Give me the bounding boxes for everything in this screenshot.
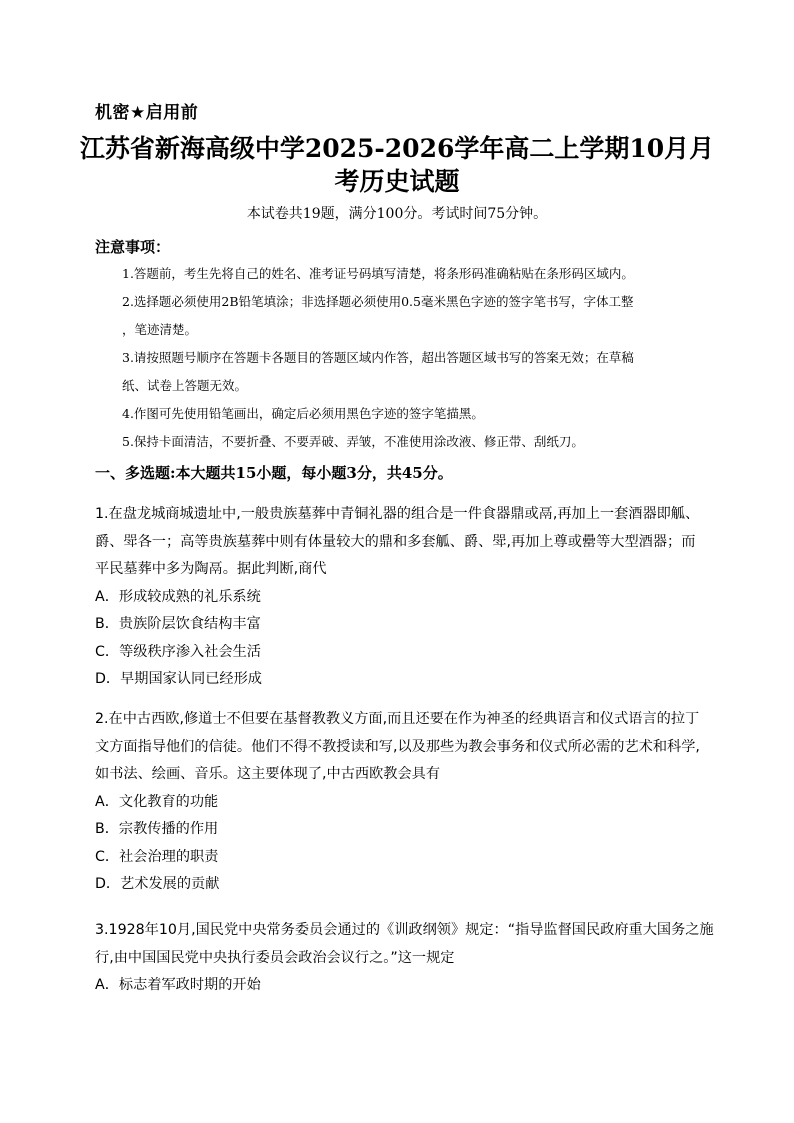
option-a: A．标志着军政时期的开始	[95, 977, 261, 993]
notice-item: 4.作图可先使用铅笔画出，确定后必须用黑色字迹的签字笔描黑。	[122, 406, 484, 421]
notice-heading: 注意事项：	[95, 238, 171, 256]
question-stem-line: 平民墓葬中多为陶鬲。据此判断,商代	[95, 561, 327, 577]
option-b: B．贵族阶层饮食结构丰富	[95, 616, 261, 632]
notice-list	[122, 260, 702, 456]
notice-item: 1.答题前，考生先将自己的姓名、准考证号码填写清楚，将条形码准确粘贴在条形码区域内。	[122, 266, 634, 281]
option-c: C．等级秩序渗入社会生活	[95, 643, 261, 660]
option-d: D．艺术发展的贡献	[95, 876, 220, 892]
exam-title-line1: 江苏省新海高级中学2025-2026学年高二上学期10月月	[79, 134, 715, 163]
option-d: D．早期国家认同已经形成	[95, 671, 262, 687]
confidential-label: 机密★启用前	[95, 103, 199, 123]
notice-item-continuation: ，笔迹清楚。	[122, 322, 198, 337]
question-stem-line: 2.在中古西欧,修道士不但要在基督教教义方面,而且还要在作为神圣的经典语言和仪式语言的拉丁	[95, 711, 700, 727]
question-3	[95, 917, 715, 1000]
exam-title-line2: 考历史试题	[334, 167, 460, 196]
option-a: A．文化教育的功能	[95, 793, 219, 810]
notice-item: 3.请按照题号顺序在答题卡各题目的答题区域内作答，超出答题区域书写的答案无效；在草稿	[122, 350, 634, 365]
question-stem-line: 行,由中国国民党中央执行委员会政治会议行之。”这一规定	[95, 949, 455, 966]
question-stem-line: 爵、斝各一；高等贵族墓葬中则有体量较大的鼎和多套觚、爵、斝,再加上尊或罍等大型酒器；而	[95, 533, 696, 550]
section-heading: 一、多选题:本大题共15小题，每小题3分，共45分。	[95, 464, 453, 482]
question-stem-line: 如书法、绘画、音乐。这主要体现了,中古西欧教会具有	[95, 766, 441, 782]
notice-item: 5.保持卡面清洁，不要折叠、不要弄破、弄皱，不准使用涂改液、修正带、刮纸刀。	[122, 434, 584, 449]
option-c: C．社会治理的职责	[95, 848, 219, 865]
question-stem-line: 文方面指导他们的信徒。他们不得不教授读和写,以及那些为教会事务和仪式所必需的艺术和科学,	[95, 738, 700, 755]
option-a: A．形成较成熟的礼乐系统	[95, 588, 261, 605]
question-1	[95, 501, 715, 694]
question-stem-line: 3.1928年10月,国民党中央常务委员会通过的《训政纲领》规定：“指导监督国民政府重大国务之施	[95, 922, 714, 938]
question-2	[95, 706, 715, 899]
notice-item-continuation: 纸、试卷上答题无效。	[122, 378, 248, 393]
option-b: B．宗教传播的作用	[95, 821, 219, 837]
question-stem-line: 1.在盘龙城商城遗址中,一般贵族墓葬中青铜礼器的组合是一件食器鼎或鬲,再加上一套酒器即觚、	[95, 506, 700, 522]
notice-item: 2.选择题必须使用2B铅笔填涂；非选择题必须使用0.5毫米黑色字迹的签字笔书写，字体工整	[122, 294, 634, 309]
exam-summary: 本试卷共19题，满分100分。考试时间75分钟。	[246, 206, 548, 222]
